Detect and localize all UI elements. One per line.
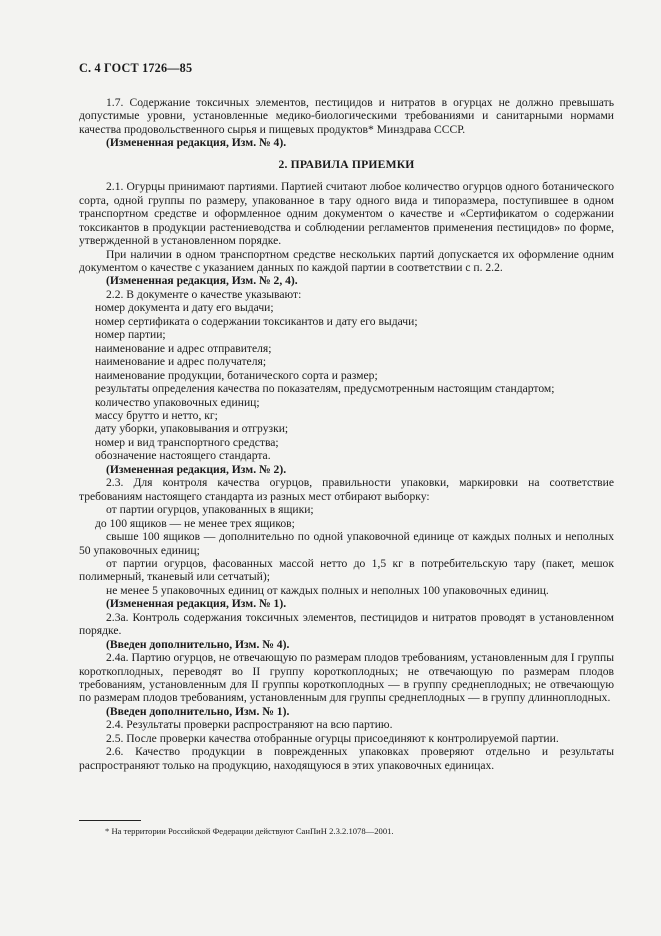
edit-note: (Введен дополнительно, Изм. № 1). xyxy=(106,704,290,718)
list-item: номер партии; xyxy=(95,328,166,342)
clause-2-6: 2.6. Качество продукции в поврежденных упаковках проверяют отдельно и результаты распространяют только на продукцию, находящуюся в этих упаковочных единицах. xyxy=(79,745,614,772)
clause-2-3: 2.3. Для контроля качества огурцов, правильности упаковки, маркировки на соответствие требованиям настоящего стандарта из разных мест отбирают выборку: xyxy=(79,476,614,503)
edit-note: (Введен дополнительно, Изм. № 4). xyxy=(106,637,290,651)
section-title: 2. ПРАВИЛА ПРИЕМКИ xyxy=(278,157,415,171)
footnote: * На территории Российской Федерации действуют СанПиН 2.3.2.1078—2001. xyxy=(105,826,394,836)
list-item: наименование и адрес отправителя; xyxy=(95,341,272,355)
list-item: количество упаковочных единиц; xyxy=(95,395,260,409)
clause-2-3-item: до 100 ящиков — не менее трех ящиков; xyxy=(95,516,295,530)
clause-2-1: 2.1. Огурцы принимают партиями. Партией считают любое количество огурцов одного ботанического сорта, одной группы по размеру, упакованное в тару одного вида и типоразмера, поступившее в одном транспортном средстве и оформленное одним документом о качестве и «Сертификатом о содержании токсикантов в продукции растениеводства и соблюдении регламентов применения пестицидов» по форме, утвержденной в установленном порядке. xyxy=(79,180,614,248)
edit-note: (Измененная редакция, Изм. № 4). xyxy=(106,136,287,150)
list-item: обозначение настоящего стандарта. xyxy=(95,449,271,463)
clause-2-4a: 2.4а. Партию огурцов, не отвечающую по размерам плодов требованиям, установленным для I группы короткоплодных, переводят во II группу короткоплодных; не отвечающую по размерам плодов требованиям, установленным для II группы короткоплодных — в группу среднеплодных; не отвечающую по размерам плодов требованиям, установленным для группы среднеплодных — в группу длинноплодных. xyxy=(79,651,614,705)
list-item: дату уборки, упаковывания и отгрузки; xyxy=(95,422,289,436)
edit-note: (Измененная редакция, Изм. № 1). xyxy=(106,597,287,611)
clause-2-3a: 2.3а. Контроль содержания токсичных элементов, пестицидов и нитратов проводят в установленном порядке. xyxy=(79,610,614,638)
clause-2-4: 2.4. Результаты проверки распространяют на всю партию. xyxy=(106,718,393,732)
list-item: номер и вид транспортного средства; xyxy=(95,435,279,449)
edit-note: (Измененная редакция, Изм. № 2, 4). xyxy=(106,274,298,288)
clause-2-2: 2.2. В документе о качестве указывают: xyxy=(106,287,302,301)
clause-2-3-item: свыше 100 ящиков — дополнительно по одной упаковочной единице от каждых полных и неполных 50 упаковочных единиц; xyxy=(79,530,614,557)
list-item: номер сертификата о содержании токсикантов и дату его выдачи; xyxy=(95,314,418,328)
clause-1-7: 1.7. Содержание токсичных элементов, пестицидов и нитратов в огурцах не должно превышать допустимые уровни, установленные медико-биологическими требованиями и санитарными нормами качества продовольственного сырья и пищевых продуктов* Минздрава СССР. xyxy=(79,96,614,136)
list-item: наименование продукции, ботанического сорта и размер; xyxy=(95,368,378,382)
list-item: наименование и адрес получателя; xyxy=(95,355,267,369)
edit-note: (Измененная редакция, Изм. № 2). xyxy=(106,462,287,476)
clause-2-3-item: не менее 5 упаковочных единиц от каждых полных и неполных 100 упаковочных единиц. xyxy=(106,583,549,597)
footnote-divider xyxy=(79,820,141,821)
list-item: массу брутто и нетто, кг; xyxy=(95,408,218,422)
list-item: номер документа и дату его выдачи; xyxy=(95,301,274,315)
clause-2-1-paragraph: При наличии в одном транспортном средстве нескольких партий допускается их оформление одним документом о качестве с указанием данных по каждой партии в соответствии с п. 2.2. xyxy=(79,247,614,274)
page-header: С. 4 ГОСТ 1726—85 xyxy=(79,61,193,75)
clause-2-3-item: от партии огурцов, фасованных массой нетто до 1,5 кг в потребительскую тару (пакет, мешок полимерный, тканевый или сетчатый); xyxy=(79,556,614,584)
list-item: результаты определения качества по показателям, предусмотренным настоящим стандартом; xyxy=(95,382,555,396)
clause-2-3-item: от партии огурцов, упакованных в ящики; xyxy=(106,503,314,517)
document-body xyxy=(79,96,614,772)
clause-2-5: 2.5. После проверки качества отобранные огурцы присоединяют к контролируемой партии. xyxy=(106,731,559,745)
